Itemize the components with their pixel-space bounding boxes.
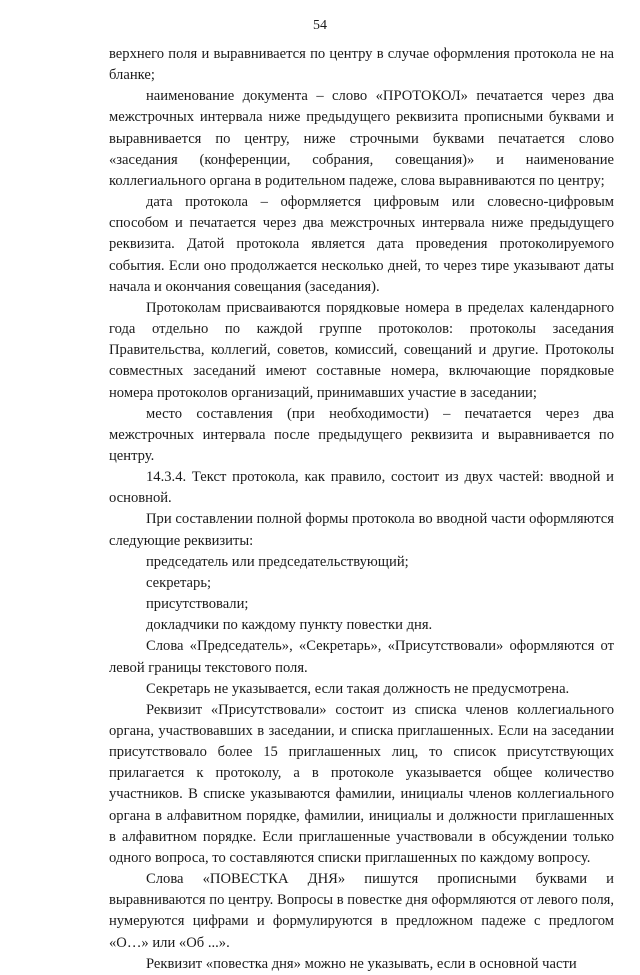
list-item: присутствовали;: [146, 596, 249, 613]
list-item: докладчики по каждому пункту повестки дня.: [146, 617, 433, 634]
page-number: 54: [313, 18, 327, 33]
paragraph-protocol-date: дата протокола – оформляется цифровым или словесно-цифровым способом и печатается через два межстрочных интервала ниже предыдущего реквизита. Датой протокола является дата проведения протоколируемого события. Если оно продолжается несколько дней, то через тире указывают даты начала и окончания совещания (заседания).: [109, 194, 614, 295]
paragraph-present: Реквизит «Присутствовали» состоит из списка членов коллегиального органа, участвовавших в заседании, и списка приглашенных. Если на заседании присутствовало более 15 приглашенных лиц, то список присутствующих прилагается к протоколу, а в протоколе указывается общее количество участников. В списке указываются фамилии, инициалы членов коллегиального органа в алфавитном порядке, фамилии, инициалы и должности приглашенных в алфавитном порядке. Если приглашенные участвовали в обсуждении только одного вопроса, то составляются списки приглашенных по каждому вопросу.: [109, 701, 614, 866]
paragraph-secretary: Секретарь не указывается, если такая должность не предусмотрена.: [146, 680, 570, 697]
paragraph-place: место составления (при необходимости) – печатается через два межстрочных интервала после предыдущего реквизита и выравнивается по центру.: [109, 405, 614, 464]
list-item: председатель или председательствующий;: [146, 553, 409, 570]
paragraph-protocol-title: наименование документа – слово «ПРОТОКОЛ» печатается через два межстрочных интервала ниже предыдущего реквизита прописными буквами и выравнивается по центру, ниже строчными буквами печатается слово «заседания (конференции, собрания, совещания)» и наименование коллегиального органа в родительном падеже, слова выравниваются по центру;: [109, 88, 614, 189]
paragraph-protocol-numbers: Протоколам присваиваются порядковые номера в пределах календарного года отдельно по каждой группе протоколов: протоколы заседания Правительства, коллегий, советов, комиссий, совещаний и другие. Протоколы совместных заседаний имеют составные номера, включающие порядковые номера протоколов организаций, принимавших участие в заседании;: [109, 299, 614, 401]
paragraph-section-14-3-4: 14.3.4. Текст протокола, как правило, состоит из двух частей: вводной и основной.: [109, 469, 614, 507]
paragraph-agenda: Слова «ПОВЕСТКА ДНЯ» пишутся прописными буквами и выравниваются по центру. Вопросы в повестке дня оформляются от левого поля, нумеруются цифрами и формулируются в предложном падеже с предлогом «О…» или «Об ...».: [109, 871, 614, 951]
paragraph-words: Слова «Председатель», «Секретарь», «Присутствовали» оформляются от левой границы текстового поля.: [109, 638, 614, 676]
paragraph-1: верхнего поля и выравнивается по центру в случае оформления протокола не на бланке;: [109, 46, 614, 84]
paragraph-agenda-optional: Реквизит «повестка дня» можно не указывать, если в основной части: [146, 955, 577, 972]
list-item: секретарь;: [146, 574, 212, 591]
paragraph-intro-requisites: При составлении полной формы протокола во вводной части оформляются следующие реквизиты:: [109, 511, 614, 549]
document-body: [109, 44, 614, 975]
